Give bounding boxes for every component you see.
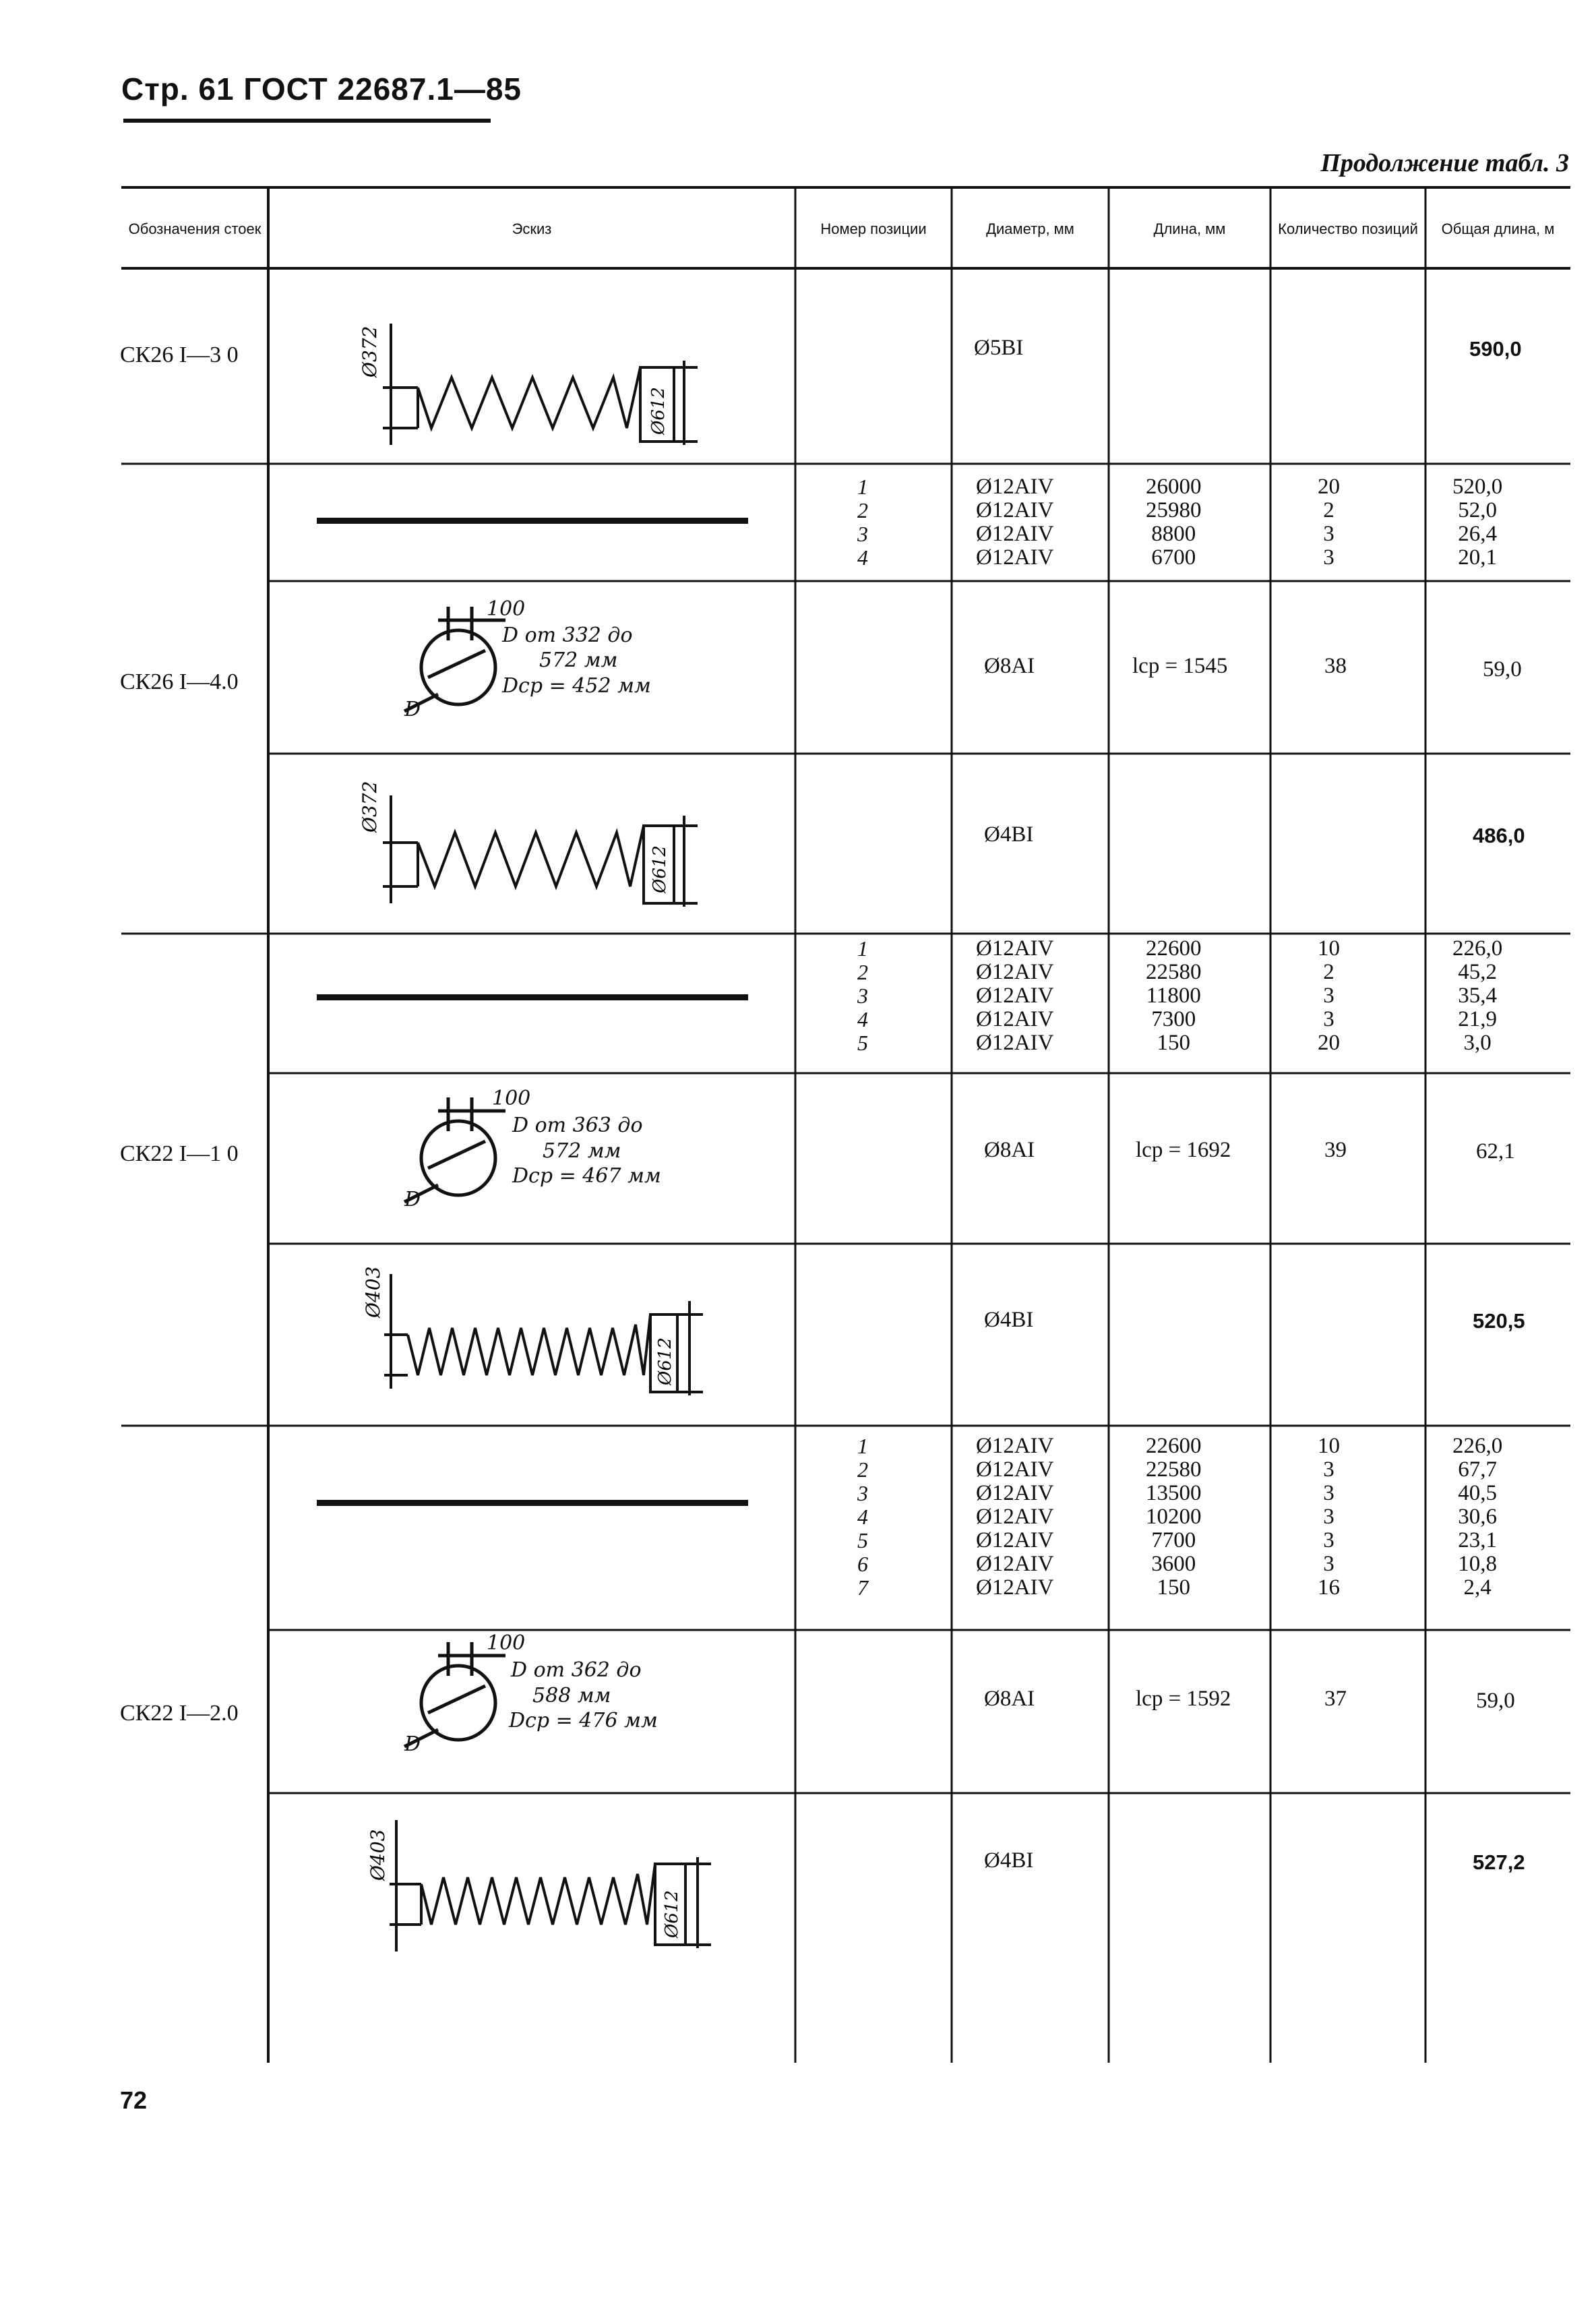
ring-d-label: D	[404, 698, 421, 721]
bar-sketch	[317, 994, 748, 1000]
rack-code: СК22 I—1 0	[120, 1141, 239, 1166]
spiral-total-length: 486,0	[1473, 824, 1525, 847]
spiral-sketch	[367, 1807, 728, 1962]
ring-range-line1: D от 332 до	[502, 624, 633, 647]
ring-step: 100	[487, 597, 526, 621]
ring-range-line2: 588 мм	[532, 1684, 611, 1707]
bar-positions: 1 2 3 4 5 6 7	[857, 1434, 868, 1600]
col-header-length: Длина, мм	[1153, 220, 1226, 237]
col-header-position: Номер позиции	[820, 220, 927, 237]
spiral-sketch	[362, 1261, 718, 1402]
bar-totals: 226,0 67,7 40,5 30,6 23,1 10,8 2,4	[1452, 1434, 1503, 1600]
bar-counts: 20 2 3 3	[1318, 475, 1340, 570]
ring-range-line1: D от 362 до	[511, 1658, 642, 1682]
ring-range-line2: 572 мм	[539, 648, 618, 672]
col-header-sketch: Эскиз	[512, 220, 552, 237]
spiral-diameter: Ø5BI	[974, 336, 1024, 360]
spiral-diameter: Ø4BI	[984, 1308, 1034, 1332]
rack-code: СК26 I—3 0	[120, 342, 239, 367]
bar-lengths: 22600 22580 11800 7300 150	[1146, 936, 1202, 1055]
spiral-dim-right: Ø612	[648, 387, 669, 435]
bar-sketch	[317, 518, 748, 524]
ring-step: 100	[492, 1087, 531, 1110]
bar-diameters: Ø12AIV Ø12AIV Ø12AIV Ø12AIV Ø12AIV	[976, 936, 1054, 1055]
ring-length: lср = 1545	[1132, 654, 1228, 678]
table-continuation-label: Продолжение табл. 3	[1320, 149, 1569, 177]
ring-diameter: Ø8AI	[984, 1687, 1035, 1711]
spiral-total-length: 520,5	[1473, 1309, 1525, 1333]
bar-totals: 520,0 52,0 26,4 20,1	[1452, 475, 1503, 570]
spiral-total-length: 527,2	[1473, 1850, 1525, 1874]
ring-average: Dср = 476 мм	[509, 1709, 658, 1732]
ring-length: lср = 1692	[1136, 1138, 1231, 1162]
bar-counts: 10 2 3 3 20	[1318, 936, 1340, 1055]
bar-positions: 1 2 3 4	[857, 475, 868, 570]
col-header-total: Общая длина, м	[1441, 220, 1555, 237]
col-header-designation: Обозначения стоек	[128, 220, 262, 237]
spiral-total-length: 590,0	[1469, 337, 1522, 361]
ring-total: 59,0	[1476, 1689, 1515, 1713]
col-header-diameter: Диаметр, мм	[986, 220, 1074, 237]
spiral-diameter: Ø4BI	[984, 822, 1034, 847]
bar-positions: 1 2 3 4 5	[857, 936, 868, 1055]
bar-counts: 10 3 3 3 3 3 16	[1318, 1434, 1340, 1600]
page-number: 72	[120, 2086, 148, 2114]
bar-lengths: 26000 25980 8800 6700	[1146, 475, 1202, 570]
ring-total: 62,1	[1476, 1139, 1515, 1163]
ring-diameter: Ø8AI	[984, 1138, 1035, 1162]
spiral-dim-left: Ø372	[359, 781, 381, 833]
spiral-sketch	[359, 310, 714, 448]
ring-count: 37	[1324, 1687, 1347, 1711]
bar-lengths: 22600 22580 13500 10200 7700 3600 150	[1146, 1434, 1202, 1600]
spiral-dim-left: Ø403	[362, 1266, 384, 1318]
bar-diameters: Ø12AIV Ø12AIV Ø12AIV Ø12AIV	[976, 475, 1054, 570]
ring-length: lср = 1592	[1136, 1687, 1231, 1711]
bar-totals: 226,0 45,2 35,4 21,9 3,0	[1452, 936, 1503, 1055]
bar-diameters: Ø12AIV Ø12AIV Ø12AIV Ø12AIV Ø12AIV Ø12AIV Ø12AIV	[976, 1434, 1054, 1600]
ring-count: 38	[1324, 654, 1347, 678]
rack-code: СК26 I—4.0	[120, 669, 239, 694]
spiral-sketch	[359, 775, 714, 913]
ring-step: 100	[487, 1631, 526, 1655]
page-header-title: Стр. 61 ГОСТ 22687.1—85	[121, 71, 522, 107]
spiral-dim-left: Ø372	[359, 326, 381, 377]
col-header-count: Количество позиций	[1278, 220, 1418, 237]
ring-d-label: D	[404, 1188, 421, 1211]
bar-sketch	[317, 1500, 748, 1506]
ring-average: Dср = 452 мм	[502, 674, 651, 698]
ring-range-line2: 572 мм	[543, 1139, 621, 1163]
spiral-diameter: Ø4BI	[984, 1848, 1034, 1873]
spiral-dim-right: Ø612	[650, 845, 670, 893]
spiral-dim-left: Ø403	[367, 1829, 389, 1881]
spiral-dim-right: Ø612	[655, 1337, 675, 1385]
rack-code: СК22 I—2.0	[120, 1701, 239, 1726]
ring-count: 39	[1324, 1138, 1347, 1162]
spiral-dim-right: Ø612	[662, 1890, 682, 1938]
ring-average: Dср = 467 мм	[512, 1164, 661, 1188]
ring-diameter: Ø8AI	[984, 654, 1035, 678]
ring-total: 59,0	[1483, 657, 1522, 682]
ring-range-line1: D от 363 до	[512, 1114, 643, 1137]
ring-d-label: D	[404, 1732, 421, 1756]
